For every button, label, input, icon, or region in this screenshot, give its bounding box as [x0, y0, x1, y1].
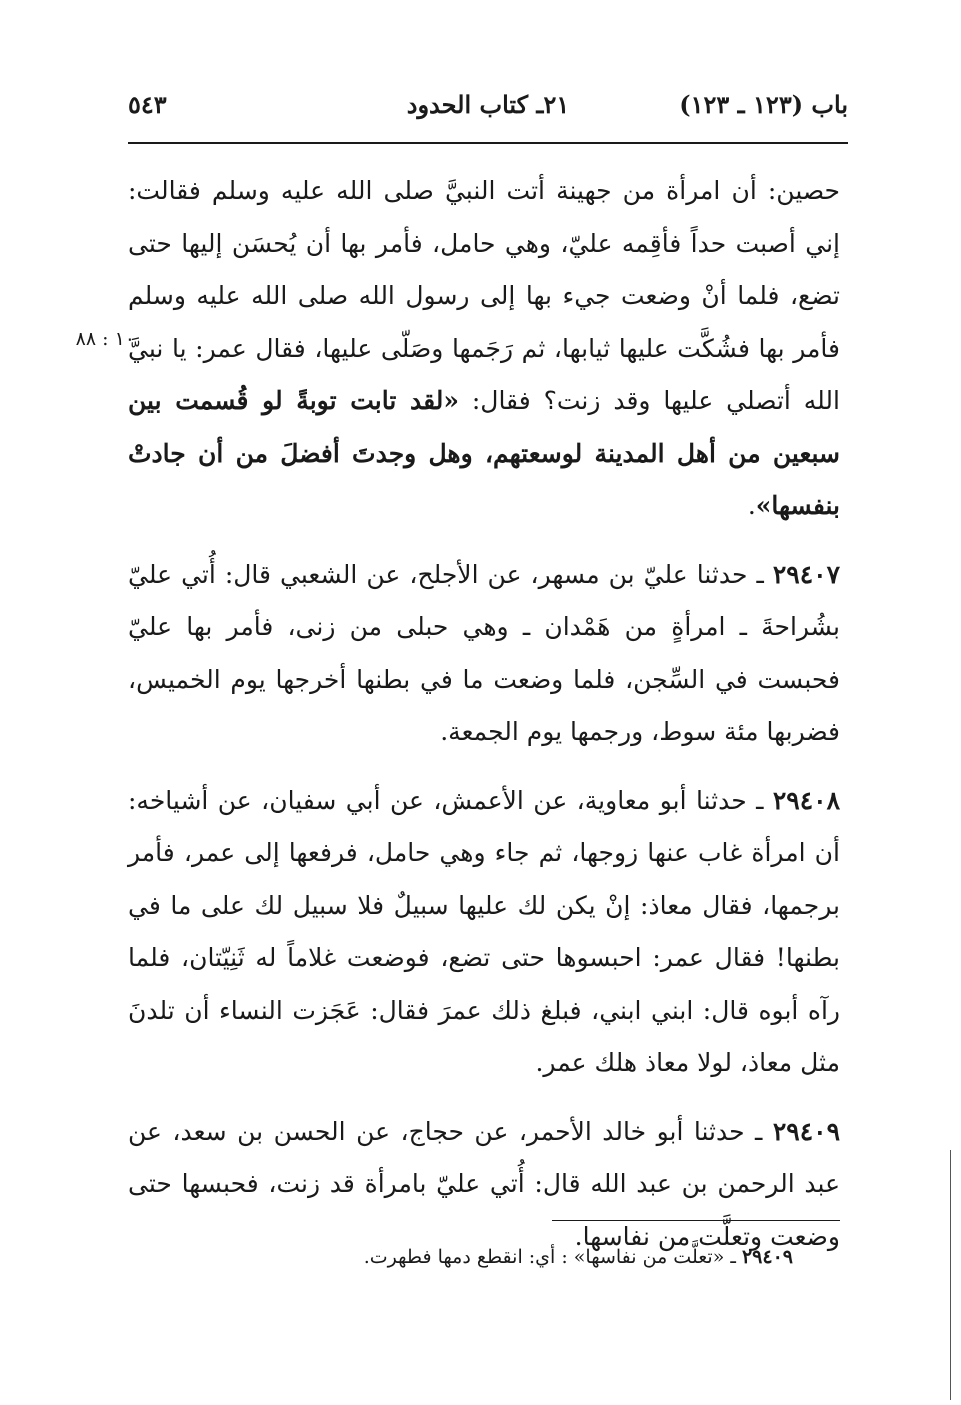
footnote-rule	[552, 1220, 840, 1221]
hadith-number: ٢٩٤٠٧	[772, 559, 840, 589]
hadith-text: ـ حدثنا أبو معاوية، عن الأعمش، عن أبي سفيان، عن أشياخه: أن امرأة غاب عنها زوجها، ثم جاء وهي حامل، فرفعها إلى عمر، فأمر برجمها، فقال معاذ: إنْ يكن لك عليها سبيلٌ فلا سبيل لك على ما في بطنها! فقال عمر: احبسوها حتى تضع، فوضعت غلاماً له ثَنِيّتان، فلما رآه أبوه قال: ابني ابني، فبلغ ذلك عمرَ فقال: عَجَزت النساء أن تلدنَ مثل معاذ، لولا معاذ هلك عمر.	[128, 785, 840, 1077]
main-text	[128, 165, 840, 1263]
hadith-text: ـ حدثنا أبو خالد الأحمر، عن حجاج، عن الحسن بن سعد، عن عبد الرحمن بن عبد الله قال: أُتي عليّ بامرأة قد زنت، فحبسها حتى وضعت وتعلَّت من نفاسها.	[128, 1116, 840, 1251]
hadith-text: حصين: أن امرأة من جهينة أتت النبيَّ صلى الله عليه وسلم فقالت: إني أصبت حداً فأقِمه عليّ، وهي حامل، فأمر بها أن يُحسَن إليها حتى تضع، فلما أنْ وضعت جيء بها إلى رسول الله صلى الله عليه وسلم فأمر بها فشُكَّت عليها ثيابها، ثم رَجَمها وصَلّى عليها، فقال عمر: يا نبيَّ الله أتصلي عليها وقد زنت؟ فقال:	[128, 176, 840, 415]
chapter-reference: باب (١٢٣ ـ ١٢٣)	[679, 90, 848, 119]
running-header	[128, 90, 848, 130]
hadith-paragraph	[128, 165, 840, 533]
scan-edge	[950, 1150, 951, 1400]
hadith-quote: «لقد تابت توبةً لو قُسمت بين سبعين من أهل المدينة لوسعتهم، وهل وجدتَ أفضلَ من أن جادتْ بنفسها»	[128, 386, 840, 520]
page-number: ٥٤٣	[128, 90, 167, 119]
hadith-text: ـ حدثنا عليّ بن مسهر، عن الأجلح، عن الشعبي قال: أُتي عليّ بشُراحةَ ـ امرأةٍ من هَمْدان ـ وهي حبلى من زنى، فأمر بها عليّ فحبست في السِّجن، فلما وضعت ما في بطنها أخرجها يوم الخميس، فضربها مئة سوط، ورجمها يوم الجمعة.	[128, 559, 840, 746]
hadith-paragraph	[128, 775, 840, 1090]
footnote-number: ٢٩٤٠٩	[741, 1246, 793, 1268]
footnote-text: ـ «تعلَّت من نفاسها» : أي: انقطع دمها فطهرت.	[363, 1246, 742, 1268]
book-title: ٢١ـ كتاب الحدود	[406, 90, 570, 119]
hadith-number: ٢٩٤٠٩	[772, 1116, 840, 1146]
footnote	[128, 1240, 793, 1274]
header-rule	[128, 142, 848, 144]
hadith-tail: .	[747, 491, 756, 520]
hadith-number: ٢٩٤٠٨	[772, 785, 840, 815]
hadith-paragraph	[128, 549, 840, 759]
margin-reference: ١٠ : ٨٨	[75, 328, 135, 350]
